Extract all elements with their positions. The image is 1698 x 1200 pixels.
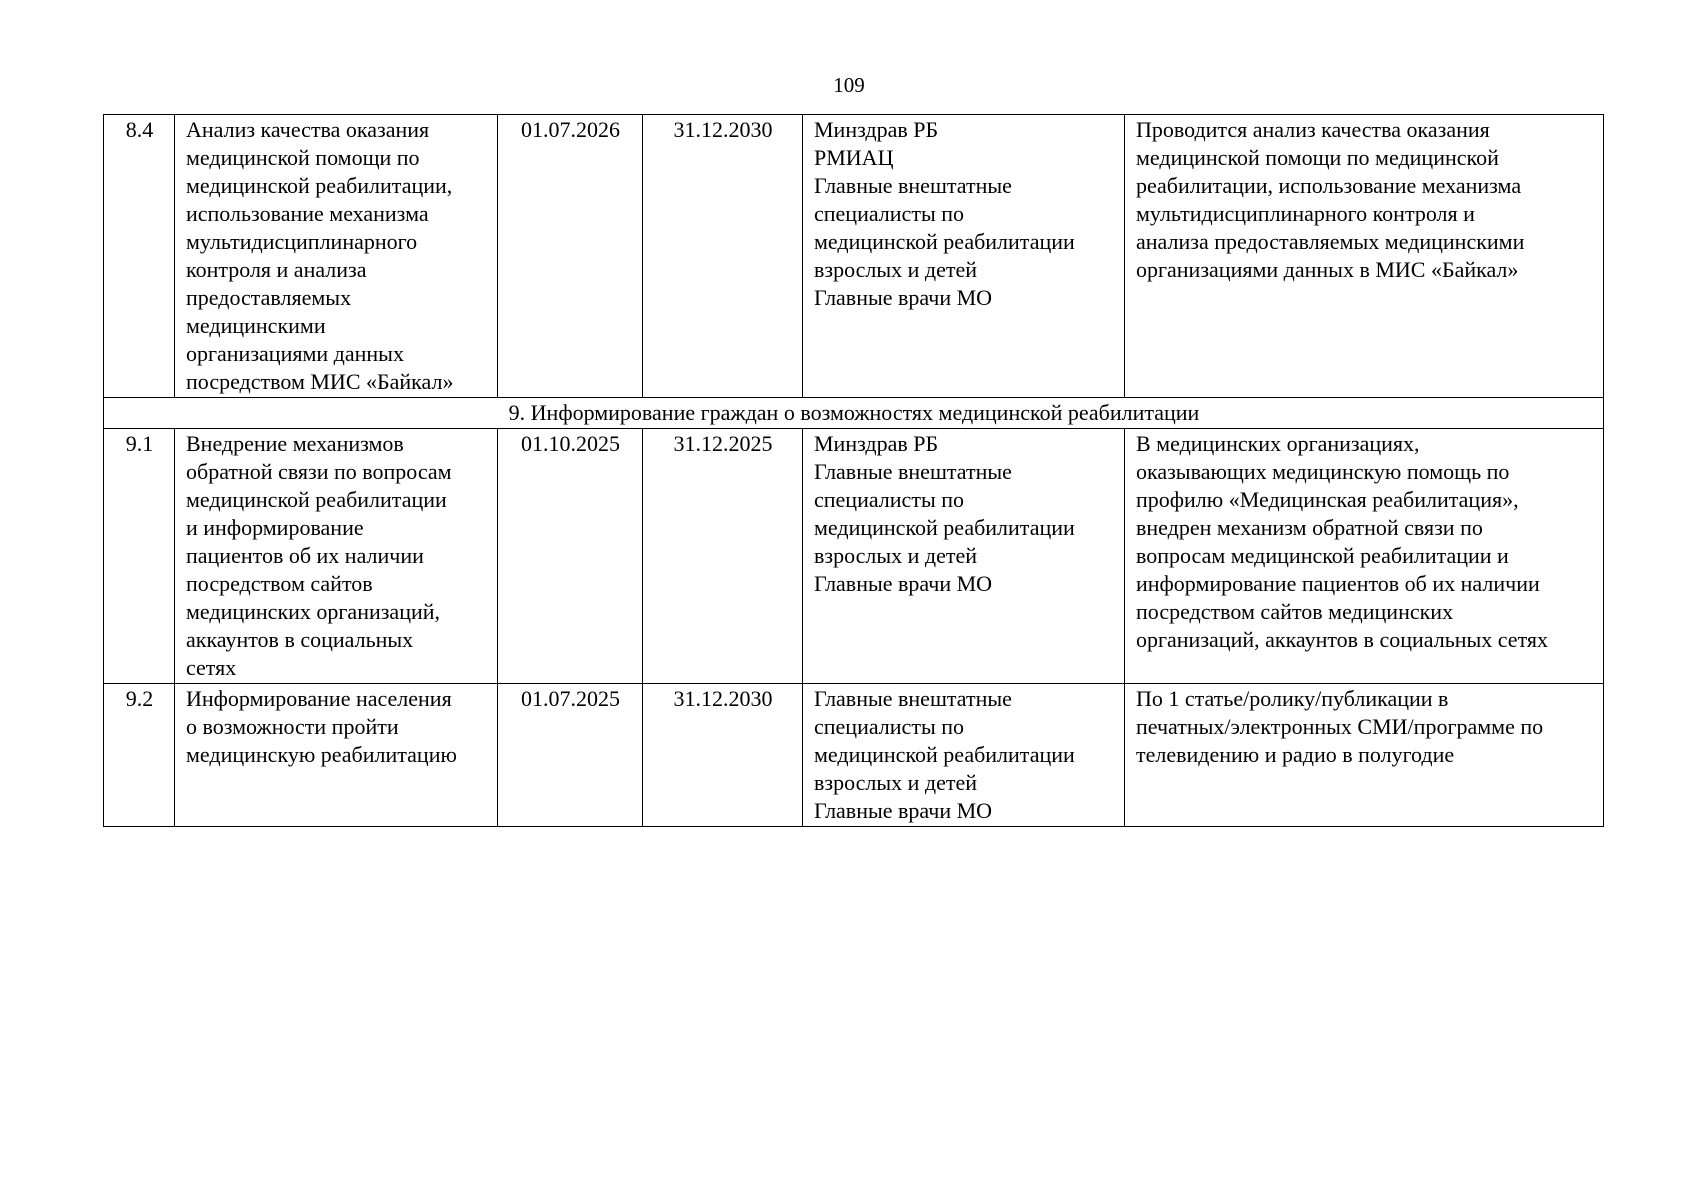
text-line: Информирование населения xyxy=(186,686,452,711)
text-line: медицинской реабилитации, xyxy=(186,173,453,198)
text-line: Главные врачи МО xyxy=(814,285,993,310)
text-line: Главные врачи МО xyxy=(814,571,993,596)
text-line: медицинской помощи по xyxy=(186,145,420,170)
text-line: Главные внештатные xyxy=(814,459,1012,484)
text-line: вопросам медицинской реабилитации и xyxy=(1136,543,1509,568)
responsible-cell xyxy=(803,684,1125,827)
text-line: специалисты по xyxy=(814,201,964,226)
text-line: обратной связи по вопросам xyxy=(186,459,452,484)
table-row xyxy=(104,684,1604,827)
text-line: оказывающих медицинскую помощь по xyxy=(1136,459,1510,484)
activity-name-cell xyxy=(175,115,498,398)
text-line: медицинской реабилитации xyxy=(814,229,1075,254)
text-line: пациентов об их наличии xyxy=(186,543,424,568)
text-line: Главные внештатные xyxy=(814,686,1012,711)
activity-name-cell xyxy=(175,429,498,684)
table-row xyxy=(104,115,1604,398)
text-line: и информирование xyxy=(186,515,364,540)
end-date-cell: 31.12.2030 xyxy=(643,684,803,827)
text-line: РМИАЦ xyxy=(814,145,894,170)
text-line: взрослых и детей xyxy=(814,543,978,568)
text-line: посредством сайтов xyxy=(186,571,373,596)
page-number: 109 xyxy=(833,73,865,97)
text-line: предоставляемых xyxy=(186,285,352,310)
text-line: телевидению и радио в полугодие xyxy=(1136,742,1455,767)
text-line: медицинской помощи по медицинской xyxy=(1136,145,1499,170)
text-line: медицинскую реабилитацию xyxy=(186,742,457,767)
start-date-cell: 01.07.2026 xyxy=(498,115,643,398)
end-date-cell: 31.12.2025 xyxy=(643,429,803,684)
row-number: 9.2 xyxy=(104,684,175,827)
text-line: Внедрение механизмов xyxy=(186,431,404,456)
text-line: Главные внештатные xyxy=(814,173,1012,198)
text-line: анализа предоставляемых медицинскими xyxy=(1136,229,1525,254)
text-line: мультидисциплинарного контроля и xyxy=(1136,201,1475,226)
result-cell xyxy=(1125,115,1604,398)
text-line: организациями данных в МИС «Байкал» xyxy=(1136,257,1519,282)
text-line: специалисты по xyxy=(814,714,964,739)
text-line: Минздрав РБ xyxy=(814,431,939,456)
start-date-cell: 01.10.2025 xyxy=(498,429,643,684)
table-row xyxy=(104,429,1604,684)
text-line: взрослых и детей xyxy=(814,257,978,282)
text-line: медицинской реабилитации xyxy=(814,742,1075,767)
text-line: о возможности пройти xyxy=(186,714,399,739)
text-line: взрослых и детей xyxy=(814,770,978,795)
text-line: сетях xyxy=(186,655,237,680)
text-line: использование механизма xyxy=(186,201,429,226)
section-header-row xyxy=(104,398,1604,429)
text-line: медицинской реабилитации xyxy=(186,487,447,512)
text-line: посредством сайтов медицинских xyxy=(1136,599,1454,624)
activity-name-cell xyxy=(175,684,498,827)
responsible-cell xyxy=(803,115,1125,398)
result-cell xyxy=(1125,684,1604,827)
row-number: 9.1 xyxy=(104,429,175,684)
text-line: печатных/электронных СМИ/программе по xyxy=(1136,714,1544,739)
text-line: контроля и анализа xyxy=(186,257,367,282)
activity-plan-table xyxy=(103,114,1604,827)
text-line: медицинскими xyxy=(186,313,326,338)
text-line: организациями данных xyxy=(186,341,404,366)
result-cell xyxy=(1125,429,1604,684)
text-line: информирование пациентов об их наличии xyxy=(1136,571,1540,596)
text-line: реабилитации, использование механизма xyxy=(1136,173,1522,198)
text-line: внедрен механизм обратной связи по xyxy=(1136,515,1483,540)
text-line: профилю «Медицинская реабилитация», xyxy=(1136,487,1519,512)
start-date-cell: 01.07.2025 xyxy=(498,684,643,827)
text-line: По 1 статье/ролику/публикации в xyxy=(1136,686,1449,711)
row-number: 8.4 xyxy=(104,115,175,398)
text-line: посредством МИС «Байкал» xyxy=(186,369,454,394)
responsible-cell xyxy=(803,429,1125,684)
text-line: медицинской реабилитации xyxy=(814,515,1075,540)
text-line: В медицинских организациях, xyxy=(1136,431,1420,456)
text-line: организаций, аккаунтов в социальных сетях xyxy=(1136,627,1549,652)
text-line: мультидисциплинарного xyxy=(186,229,418,254)
text-line: медицинских организаций, xyxy=(186,599,441,624)
end-date-cell: 31.12.2030 xyxy=(643,115,803,398)
section-title: 9. Информирование граждан о возможностях медицинской реабилитации xyxy=(104,398,1604,429)
text-line: Минздрав РБ xyxy=(814,117,939,142)
text-line: Главные врачи МО xyxy=(814,798,993,823)
text-line: Анализ качества оказания xyxy=(186,117,430,142)
text-line: Проводится анализ качества оказания xyxy=(1136,117,1490,142)
text-line: аккаунтов в социальных xyxy=(186,627,414,652)
text-line: специалисты по xyxy=(814,487,964,512)
